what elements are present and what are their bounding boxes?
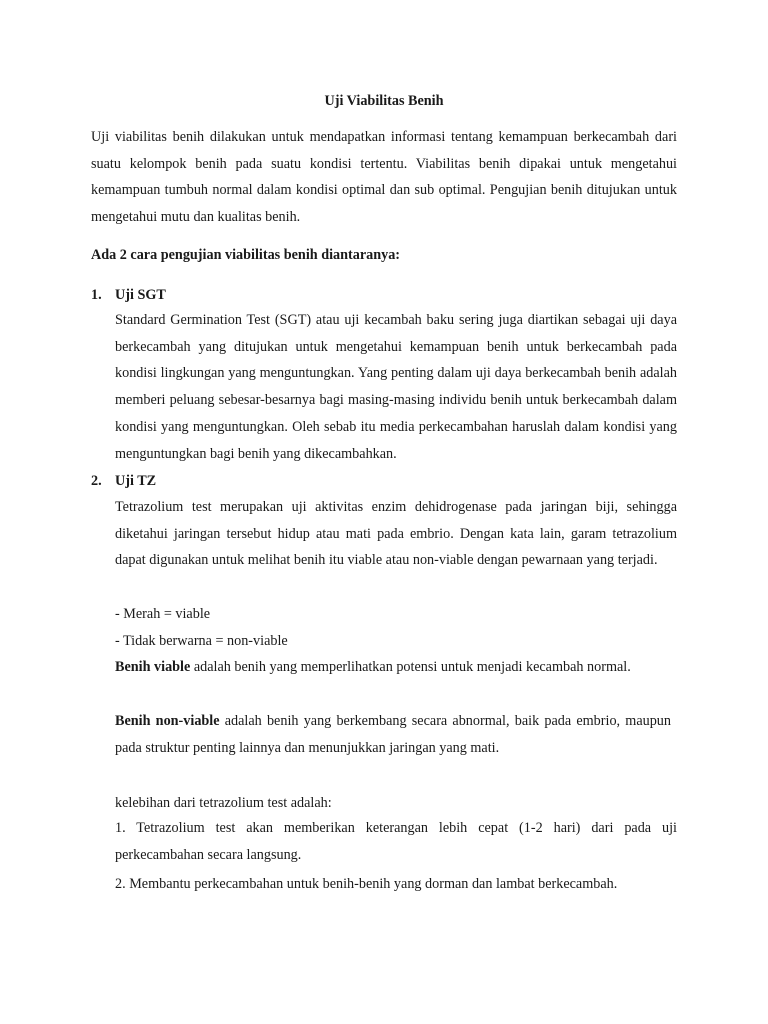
nonviable-definition — [115, 708, 671, 761]
tz-item-viable: - Merah = viable — [115, 606, 211, 622]
tz-item-nonviable: - Tidak berwarna = non-viable — [115, 633, 288, 649]
tz-body: Tetrazolium test merupakan uji aktivitas enzim dehidrogenase pada jaringan biji, sehingga diketahui jaringan tersebut hidup atau mati pada embrio. Dengan kata lain, garam tetrazolium dapat digunakan untuk melihat benih itu viable atau non-viable dengan pewarnaan yang terjadi. — [115, 499, 677, 569]
sgt-title: Uji SGT — [115, 287, 166, 303]
tz-number: 2. — [91, 473, 102, 489]
sgt-heading — [91, 287, 166, 304]
nonviable-term: Benih non-viable — [115, 713, 220, 729]
viable-def-text: adalah benih yang memperlihatkan potensi untuk menjadi kecambah normal. — [190, 659, 631, 675]
tz-heading — [91, 473, 156, 490]
tz-title: Uji TZ — [115, 473, 157, 489]
advantage-item-2: 2. Membantu perkecambahan untuk benih-benih yang dorman dan lambat berkecambah. — [115, 876, 618, 892]
advantages-heading: kelebihan dari tetrazolium test adalah: — [115, 795, 332, 811]
sgt-body: Standard Germination Test (SGT) atau uji kecambah baku sering juga diartikan sebagai uji daya berkecambah yang ditujukan untuk mengetahui kemampuan benih untuk berkecambah pada kondisi lingkungan yang menguntungkan. Yang penting dalam uji daya berkecambah benih adalah memberi peluang sebesar-besarnya bagi masing-masing individu benih untuk berkecambah dalam kondisi yang menguntungkan. Oleh sebab itu media perkecambahan haruslah dalam kondisi yang menguntungkan bagi benih yang dikecambahkan. — [115, 312, 677, 462]
advantage-item-1: 1. Tetrazolium test akan memberikan keterangan lebih cepat (1-2 hari) dari pada uji perkecambahan secara langsung. — [115, 820, 677, 863]
intro-paragraph: Uji viabilitas benih dilakukan untuk mendapatkan informasi tentang kemampuan berkecambah dari suatu kelompok benih pada suatu kondisi tertentu. Viabilitas benih dipakai untuk mengetahui kemampuan tumbuh normal dalam kondisi optimal dan sub optimal. Pengujian benih ditujukan untuk mengetahui mutu dan kualitas benih. — [91, 129, 677, 226]
viable-term: Benih viable — [115, 659, 191, 675]
sgt-number: 1. — [91, 287, 102, 303]
methods-heading: Ada 2 cara pengujian viabilitas benih diantaranya: — [91, 247, 401, 263]
nonviable-def-text: adalah benih yang berkembang secara abnormal, baik pada embrio, maupun pada struktur penting lainnya dan menunjukkan jaringan yang mati. — [115, 713, 671, 756]
viable-definition — [115, 654, 669, 681]
document-title: Uji Viabilitas Benih — [324, 93, 444, 109]
